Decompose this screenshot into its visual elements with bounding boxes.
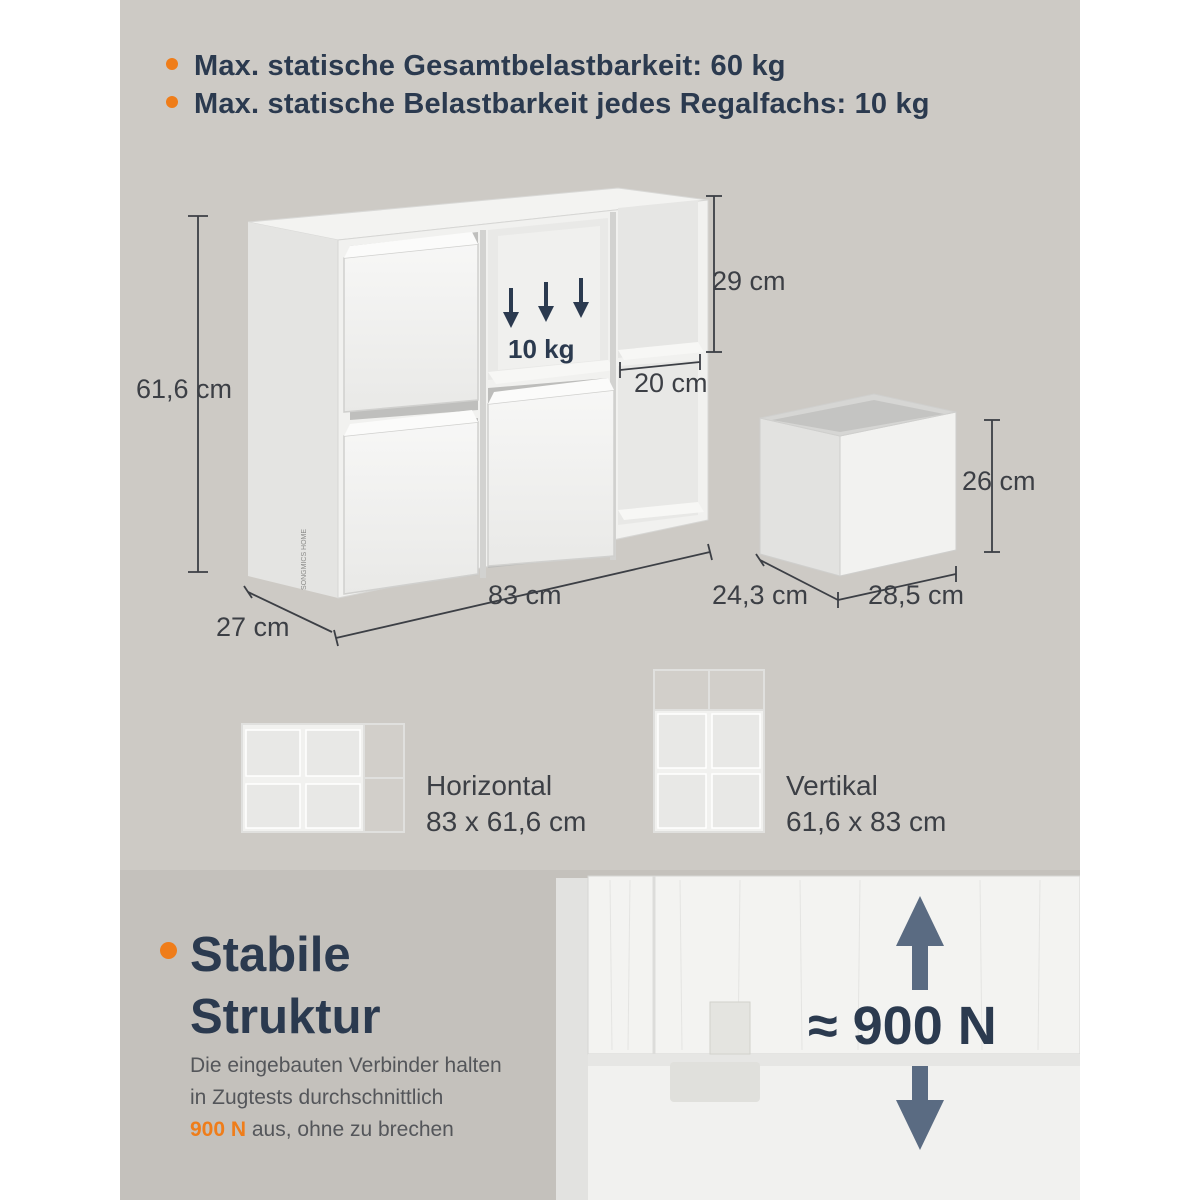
label-height: 61,6 cm <box>136 374 233 404</box>
config-vertical <box>786 768 946 840</box>
config-horizontal <box>426 768 586 840</box>
horizontal-config-icon <box>242 724 404 832</box>
desc-highlight: 900 N <box>190 1118 247 1141</box>
bullet-text: Max. statische Gesamtbelastbarkeit: 60 kg <box>194 50 786 82</box>
structure-title <box>190 924 381 1048</box>
structure-title-line1: Stabile <box>190 928 351 982</box>
config-horizontal-label: Horizontal <box>426 770 553 801</box>
desc-line <box>190 1114 610 1146</box>
title-dot-icon <box>160 942 177 959</box>
bullet-text: Max. statische Belastbarkeit jedes Regalfachs: 10 kg <box>194 88 930 120</box>
desc-rest: aus, ohne zu brechen <box>246 1118 454 1141</box>
storage-box <box>488 390 614 566</box>
storage-box <box>344 244 478 412</box>
structure-description <box>190 1050 610 1146</box>
label-box-height: 26 cm <box>962 466 1036 496</box>
label-load: 10 kg <box>508 334 575 364</box>
label-width: 83 cm <box>488 580 562 610</box>
label-compartment-depth: 20 cm <box>634 368 708 398</box>
product-panel <box>120 0 1080 1200</box>
label-box-width: 28,5 cm <box>868 580 965 610</box>
fabric-box <box>760 394 956 576</box>
desc-line: Die eingebauten Verbinder halten <box>190 1054 502 1077</box>
label-depth: 27 cm <box>216 612 290 642</box>
label-compartment-height: 29 cm <box>712 266 786 296</box>
vertical-config-icon <box>654 670 764 832</box>
config-vertical-size: 61,6 x 83 cm <box>786 806 947 837</box>
brand-mark: SONGMICS HOME <box>301 528 308 590</box>
config-horizontal-size: 83 x 61,6 cm <box>426 806 587 837</box>
force-value: ≈ 900 N <box>808 996 997 1056</box>
desc-line: in Zugtests durchschnittlich <box>190 1086 444 1109</box>
storage-box <box>344 422 478 594</box>
structure-title-line2: Struktur <box>190 990 381 1044</box>
label-box-depth: 24,3 cm <box>712 580 809 610</box>
config-vertical-label: Vertikal <box>786 770 878 801</box>
